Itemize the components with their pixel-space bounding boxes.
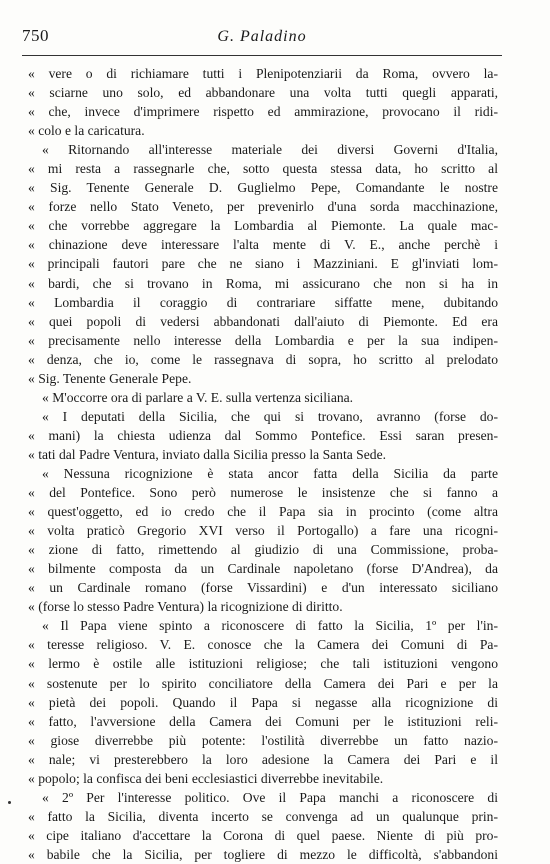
text-line: « bilmente composta da un Cardinale napoletano (forse D'Andrea), da [28, 561, 498, 577]
text-line: « denza, che io, come le rassegnava di sopra, ho scritto al prelodato [28, 351, 498, 367]
text-line: « chinazione deve interessare l'alta mente di V. E., anche perchè i [28, 237, 498, 253]
text-line: « principali fautori pare che ne siano i Mazziniani. E gl'inviati lom- [28, 256, 498, 272]
text-line: « del Pontefice. Sono però numerose le insistenze che si fanno a [28, 485, 498, 501]
text-line: « teresse religioso. V. E. conosce che la Camera dei Comuni di Pa- [28, 637, 498, 653]
text-line: « Il Papa viene spinto a riconoscere di fatto la Sicilia, 1º per l'in- [42, 618, 498, 634]
text-line: « Nessuna ricognizione è stata ancor fatta della Sicilia da parte [42, 465, 498, 481]
text-line: « Lombardia il coraggio di contrariare siffatte mene, dubitando [28, 294, 498, 310]
text-line: « I deputati della Sicilia, che qui si trovano, avranno (forse do- [42, 408, 498, 424]
text-line: « nale; vi presterebbero la loro adesione la Camera dei Pari e il [28, 751, 498, 767]
body-text [28, 64, 498, 864]
text-line: « zione di fatto, rimettendo al giudizio di una Commissione, proba- [28, 542, 498, 558]
text-line: « popolo; la confisca dei beni ecclesiastici diverrebbe inevitabile. [28, 770, 384, 786]
text-line: « un Cardinale romano (forse Vissardini) e d'un interessato siciliano [28, 580, 498, 596]
page-header [22, 22, 502, 50]
margin-mark [8, 801, 11, 804]
text-line: « Ritornando all'interesse materiale dei diversi Governi d'Italia, [42, 142, 498, 158]
text-line: « volta praticò Gregorio XVI verso il Portogallo) a fare una ricogni- [28, 523, 498, 539]
text-line: « cipe italiano d'accettare la Corona di quel paese. Niente di più pro- [28, 827, 498, 843]
text-line: « mani) la chiesta udienza dal Sommo Pontefice. Essi saran presen- [28, 427, 498, 443]
running-head: G. Paladino [217, 28, 307, 45]
text-line: « fatto, l'avversione della Camera dei Comuni per le istituzioni reli- [28, 713, 498, 729]
text-line: « sciarne uno solo, ed abbandonare una volta tutti quegli apparati, [28, 85, 498, 101]
text-line: « quei popoli di vedersi abbandonati dall'aiuto di Piemonte. Ed era [28, 313, 498, 329]
text-line: « tati dal Padre Ventura, inviato dalla Sicilia presso la Santa Sede. [28, 446, 387, 462]
text-line: « babile che la Sicilia, per togliere di mezzo le difficoltà, s'abbandoni [28, 846, 498, 862]
text-line: « mi resta a rassegnarle che, sotto questa stessa data, ho scritto al [28, 161, 498, 177]
text-line: « giose diverrebbe più potente: l'ostilità diverrebbe un fatto nazio- [28, 732, 498, 748]
text-line: « vere o di richiamare tutti i Plenipotenziarii da Roma, ovvero la- [28, 66, 498, 81]
text-line: « fatto la Sicilia, diventa incerto se convenga ad un qualunque prin- [28, 808, 498, 824]
text-line: « Sig. Tenente Generale D. Guglielmo Pepe, Comandante le nostre [28, 180, 498, 196]
text-line: « lermo è ostile alle istituzioni religiose; che tali istituzioni vengono [28, 656, 498, 672]
text-line: « M'occorre ora di parlare a V. E. sulla vertenza siciliana. [42, 389, 354, 405]
text-line: « precisamente nello interesse della Lombardia e per la sua indipen- [28, 332, 498, 348]
text-line: « Sig. Tenente Generale Pepe. [28, 370, 192, 386]
text-line: « 2º Per l'interesse politico. Ove il Papa manchi a riconoscere di [42, 789, 498, 805]
text-line: « che, invece d'imprimere rispetto ed ammirazione, provocano il ridi- [28, 104, 498, 120]
text-line: « (forse lo stesso Padre Ventura) la ricognizione di diritto. [28, 599, 343, 615]
text-line: « che vorrebbe aggregare la Lombardia al Piemonte. La quale mac- [28, 218, 498, 234]
text-line: « quest'oggetto, ed io credo che il Papa sia in procinto (come altra [28, 504, 498, 520]
text-line: « colo e la caricatura. [28, 123, 145, 139]
text-line: « bardi, che si trovano in Roma, mi assicurano che non si ha in [28, 275, 498, 291]
text-line: « forze nello Stato Veneto, per prevenirlo d'una sorda macchinazione, [28, 199, 498, 215]
header-rule [22, 55, 502, 56]
text-line: « pietà dei popoli. Quando il Papa si negasse alla ricognizione di [28, 694, 498, 710]
page-number: 750 [22, 26, 49, 45]
text-line: « sostenute per lo spirito conciliatore della Camera dei Pari e per la [28, 675, 498, 691]
